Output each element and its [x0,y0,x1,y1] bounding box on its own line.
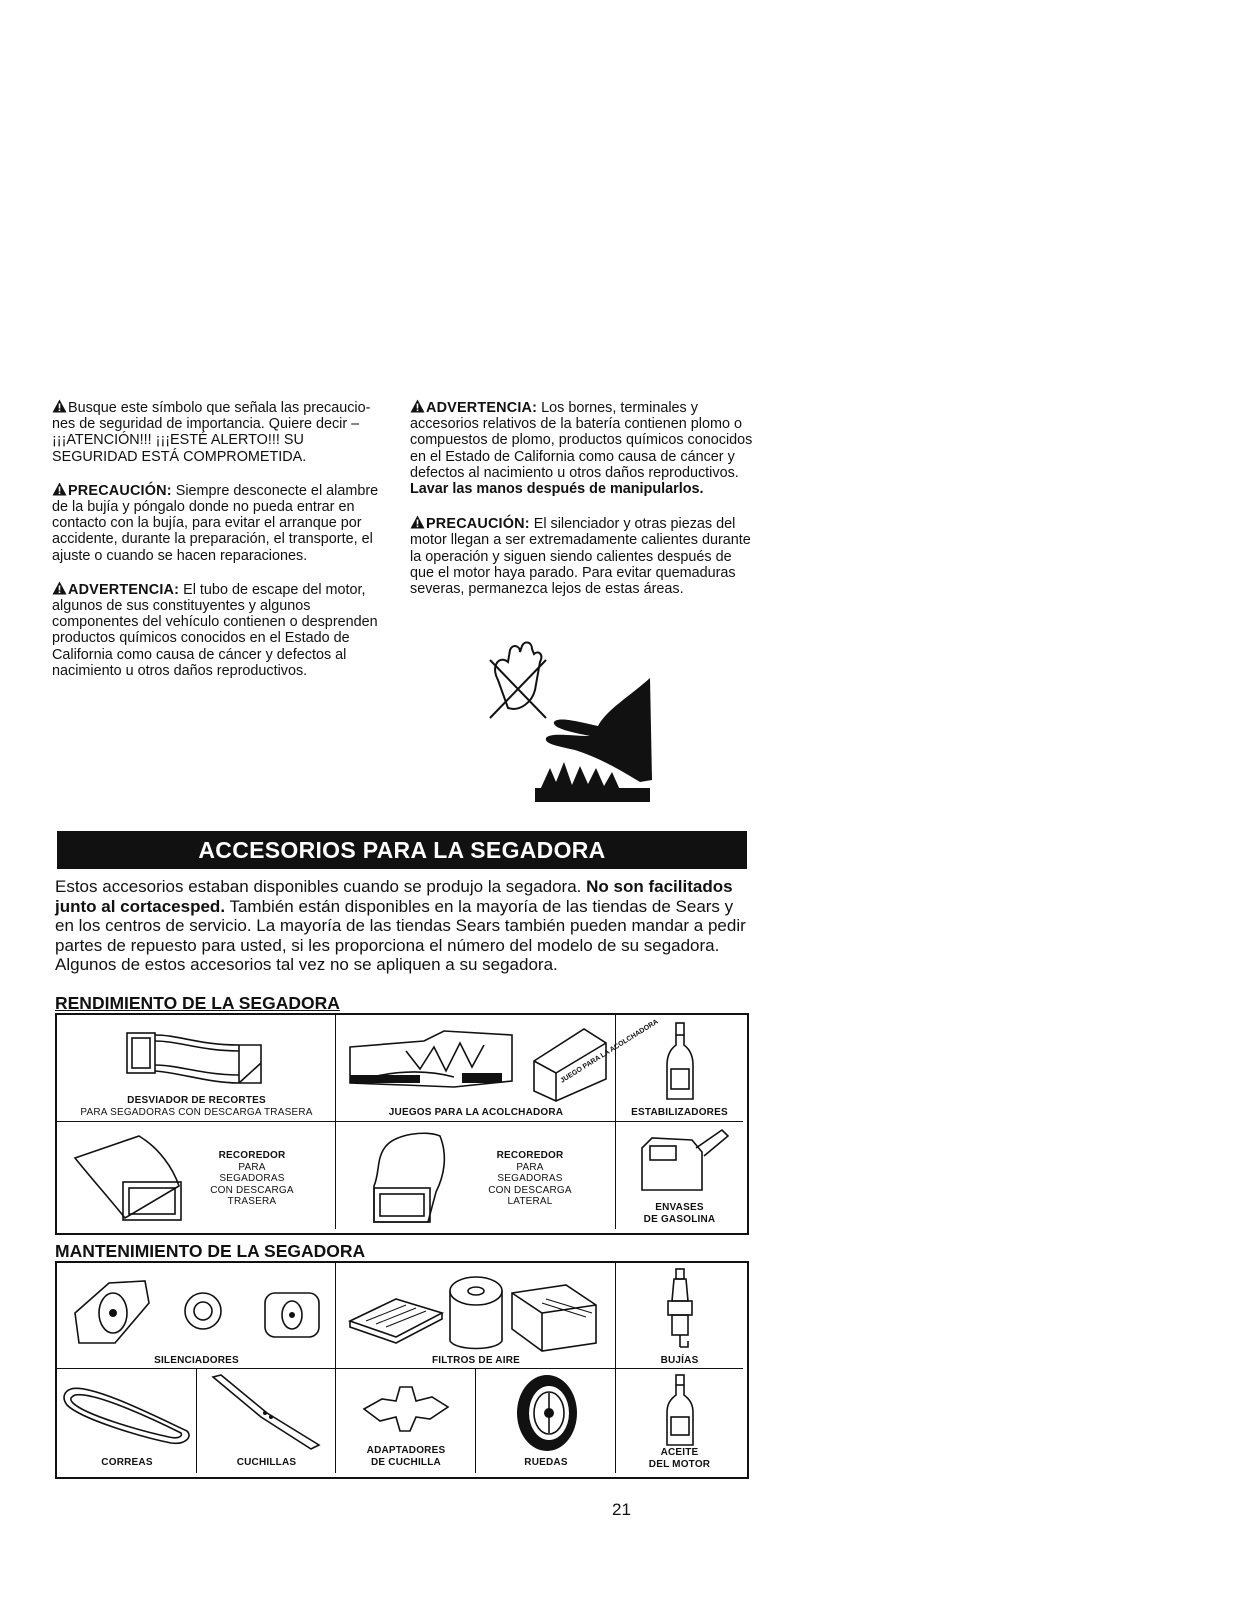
air-filters-cell [336,1263,616,1369]
left-column [52,399,387,679]
accessories-banner: ACCESORIOS PARA LA SEGADORA [57,831,747,869]
caution-hot-muffler: PRECAUCIÓN: El silenciador y otras piezas del motor llegan a ser extremadamente calientes durante la operación y siguen siendo calientes después de que el motor haya parado. Para evitar quemaduras severas, permanezca lejos de estas áreas. [410,516,751,598]
mulch-kit-caption: JUEGOS PARA LA ACOLCHADORA [388,1107,564,1118]
accessories-intro: Estos accesorios estaban disponibles cuando se produjo la segadora. No son facilitados junto al cortacesped. También están disponibles en la mayoría de las tiendas de Sears y en los centros de servicio. La mayoría de las tiendas Sears también pueden mandar a pedir partes de repuesto para usted, si les proporciona el número del modelo de su segadora. Algunos de estos accesorios tal vez no se apliquen a su segadora. [55,877,746,975]
wheel-icon [512,1373,582,1453]
gas-can-caption: ENVASES DE GASOLINA [643,1202,716,1225]
gas-can-icon [638,1126,730,1196]
spark-plugs-caption: BUJÍAS [660,1355,699,1366]
blades-caption: CUCHILLAS [236,1457,297,1468]
warning-triangle-icon [410,515,425,529]
right-column [410,399,755,597]
air-filters-icon [346,1269,606,1354]
warning-triangle-icon [52,581,67,595]
performance-heading: RENDIMIENTO DE LA SEGADORA [55,993,340,1013]
belts-cell [57,1369,197,1473]
safety-symbol-note: Busque este símbolo que señala las precaucio-nes de seguridad de importancia. Quiere decir – ¡¡¡ATENCIÓN!!! ¡¡¡ESTÉ ALERTO!!! SU SEGURIDAD ESTÁ COMPROMETIDA. [52,400,371,465]
mulching-kit-icon [344,1018,660,1103]
fuel-stabilizer-bottle-icon [664,1021,696,1103]
engine-oil-cell [616,1369,743,1473]
warning-exhaust: ADVERTENCIA: El tubo de escape del motor, algunos de sus constituyentes y algunos componentes del vehículo contienen o desprenden productos químicos conocidos en el Estado de California como causa de cáncer y defectos al nacimiento u otros daños reproductivos. [52,581,378,679]
mulching-kit-box-label: JUEGO PARA LA ACOLCHADORA [559,1018,660,1085]
wheels-cell [476,1369,616,1473]
deflector-cell [57,1015,336,1122]
blades-cell [197,1369,336,1473]
engine-oil-caption: ACEITE DEL MOTOR [648,1447,711,1470]
warning-triangle-icon [52,399,67,413]
side-bagger-cell [336,1122,616,1229]
side-bagger-icon [366,1126,456,1226]
performance-grid [55,1013,749,1235]
rear-bagger-caption: RECOREDOR PARA SEGADORAS CON DESCARGA TRASERA [210,1150,294,1207]
maintenance-heading: MANTENIMIENTO DE LA SEGADORA [55,1241,366,1261]
page-number: 21 [612,1500,631,1519]
air-filters-caption: FILTROS DE AIRE [432,1355,520,1366]
side-bagger-caption: RECOREDOR PARA SEGADORAS CON DESCARGA LATERAL [488,1150,572,1207]
caution-spark-plug: PRECAUCIÓN: Siempre desconecte el alambre de la bujía y póngalo donde no pueda entrar en contacto con la bujía, para evitar el arranque por accidente, durante la preparación, el transporte, el ajuste o cuando se hacen reparaciones. [52,482,379,564]
mufflers-cell [57,1263,336,1369]
engine-oil-bottle-icon [664,1373,696,1447]
deflector-caption-2: PARA SEGADORAS CON DESCARGA TRASERA [80,1107,313,1118]
belts-caption: CORREAS [101,1457,153,1468]
warning-triangle-icon [52,482,67,496]
rear-bagger-icon [69,1128,189,1223]
warning-triangle-icon [410,399,425,413]
spark-plug-icon [664,1267,696,1351]
maintenance-grid [55,1261,749,1479]
stabilizer-cell [616,1015,743,1122]
mulch-kit-cell [336,1015,660,1122]
hot-surface-hand-icon [480,640,660,805]
clipping-deflector-icon [119,1023,269,1093]
mufflers-caption: SILENCIADORES [154,1355,239,1366]
wheels-caption: RUEDAS [524,1457,568,1468]
blade-adapters-caption: ADAPTADORES DE CUCHILLA [366,1445,446,1468]
rear-bagger-cell [57,1122,336,1229]
belts-icon [61,1379,193,1449]
warning-battery: ADVERTENCIA: Los bornes, terminales y accesorios relativos de la batería contienen plomo o compuestos de plomo, productos químicos conocidos en el Estado de California como causa de cáncer y defectos al nacimiento u otros daños reproductivos. Lavar las manos después de manipularlos. [410,400,753,498]
blade-adapter-icon [360,1379,452,1439]
mufflers-icon [69,1273,329,1353]
gas-can-cell [616,1122,743,1229]
deflector-caption-1: DESVIADOR DE RECORTES [127,1095,266,1106]
blades-icon [207,1373,327,1453]
spark-plugs-cell [616,1263,743,1369]
stabilizer-caption: ESTABILIZADORES [631,1107,728,1118]
blade-adapters-cell [336,1369,476,1473]
